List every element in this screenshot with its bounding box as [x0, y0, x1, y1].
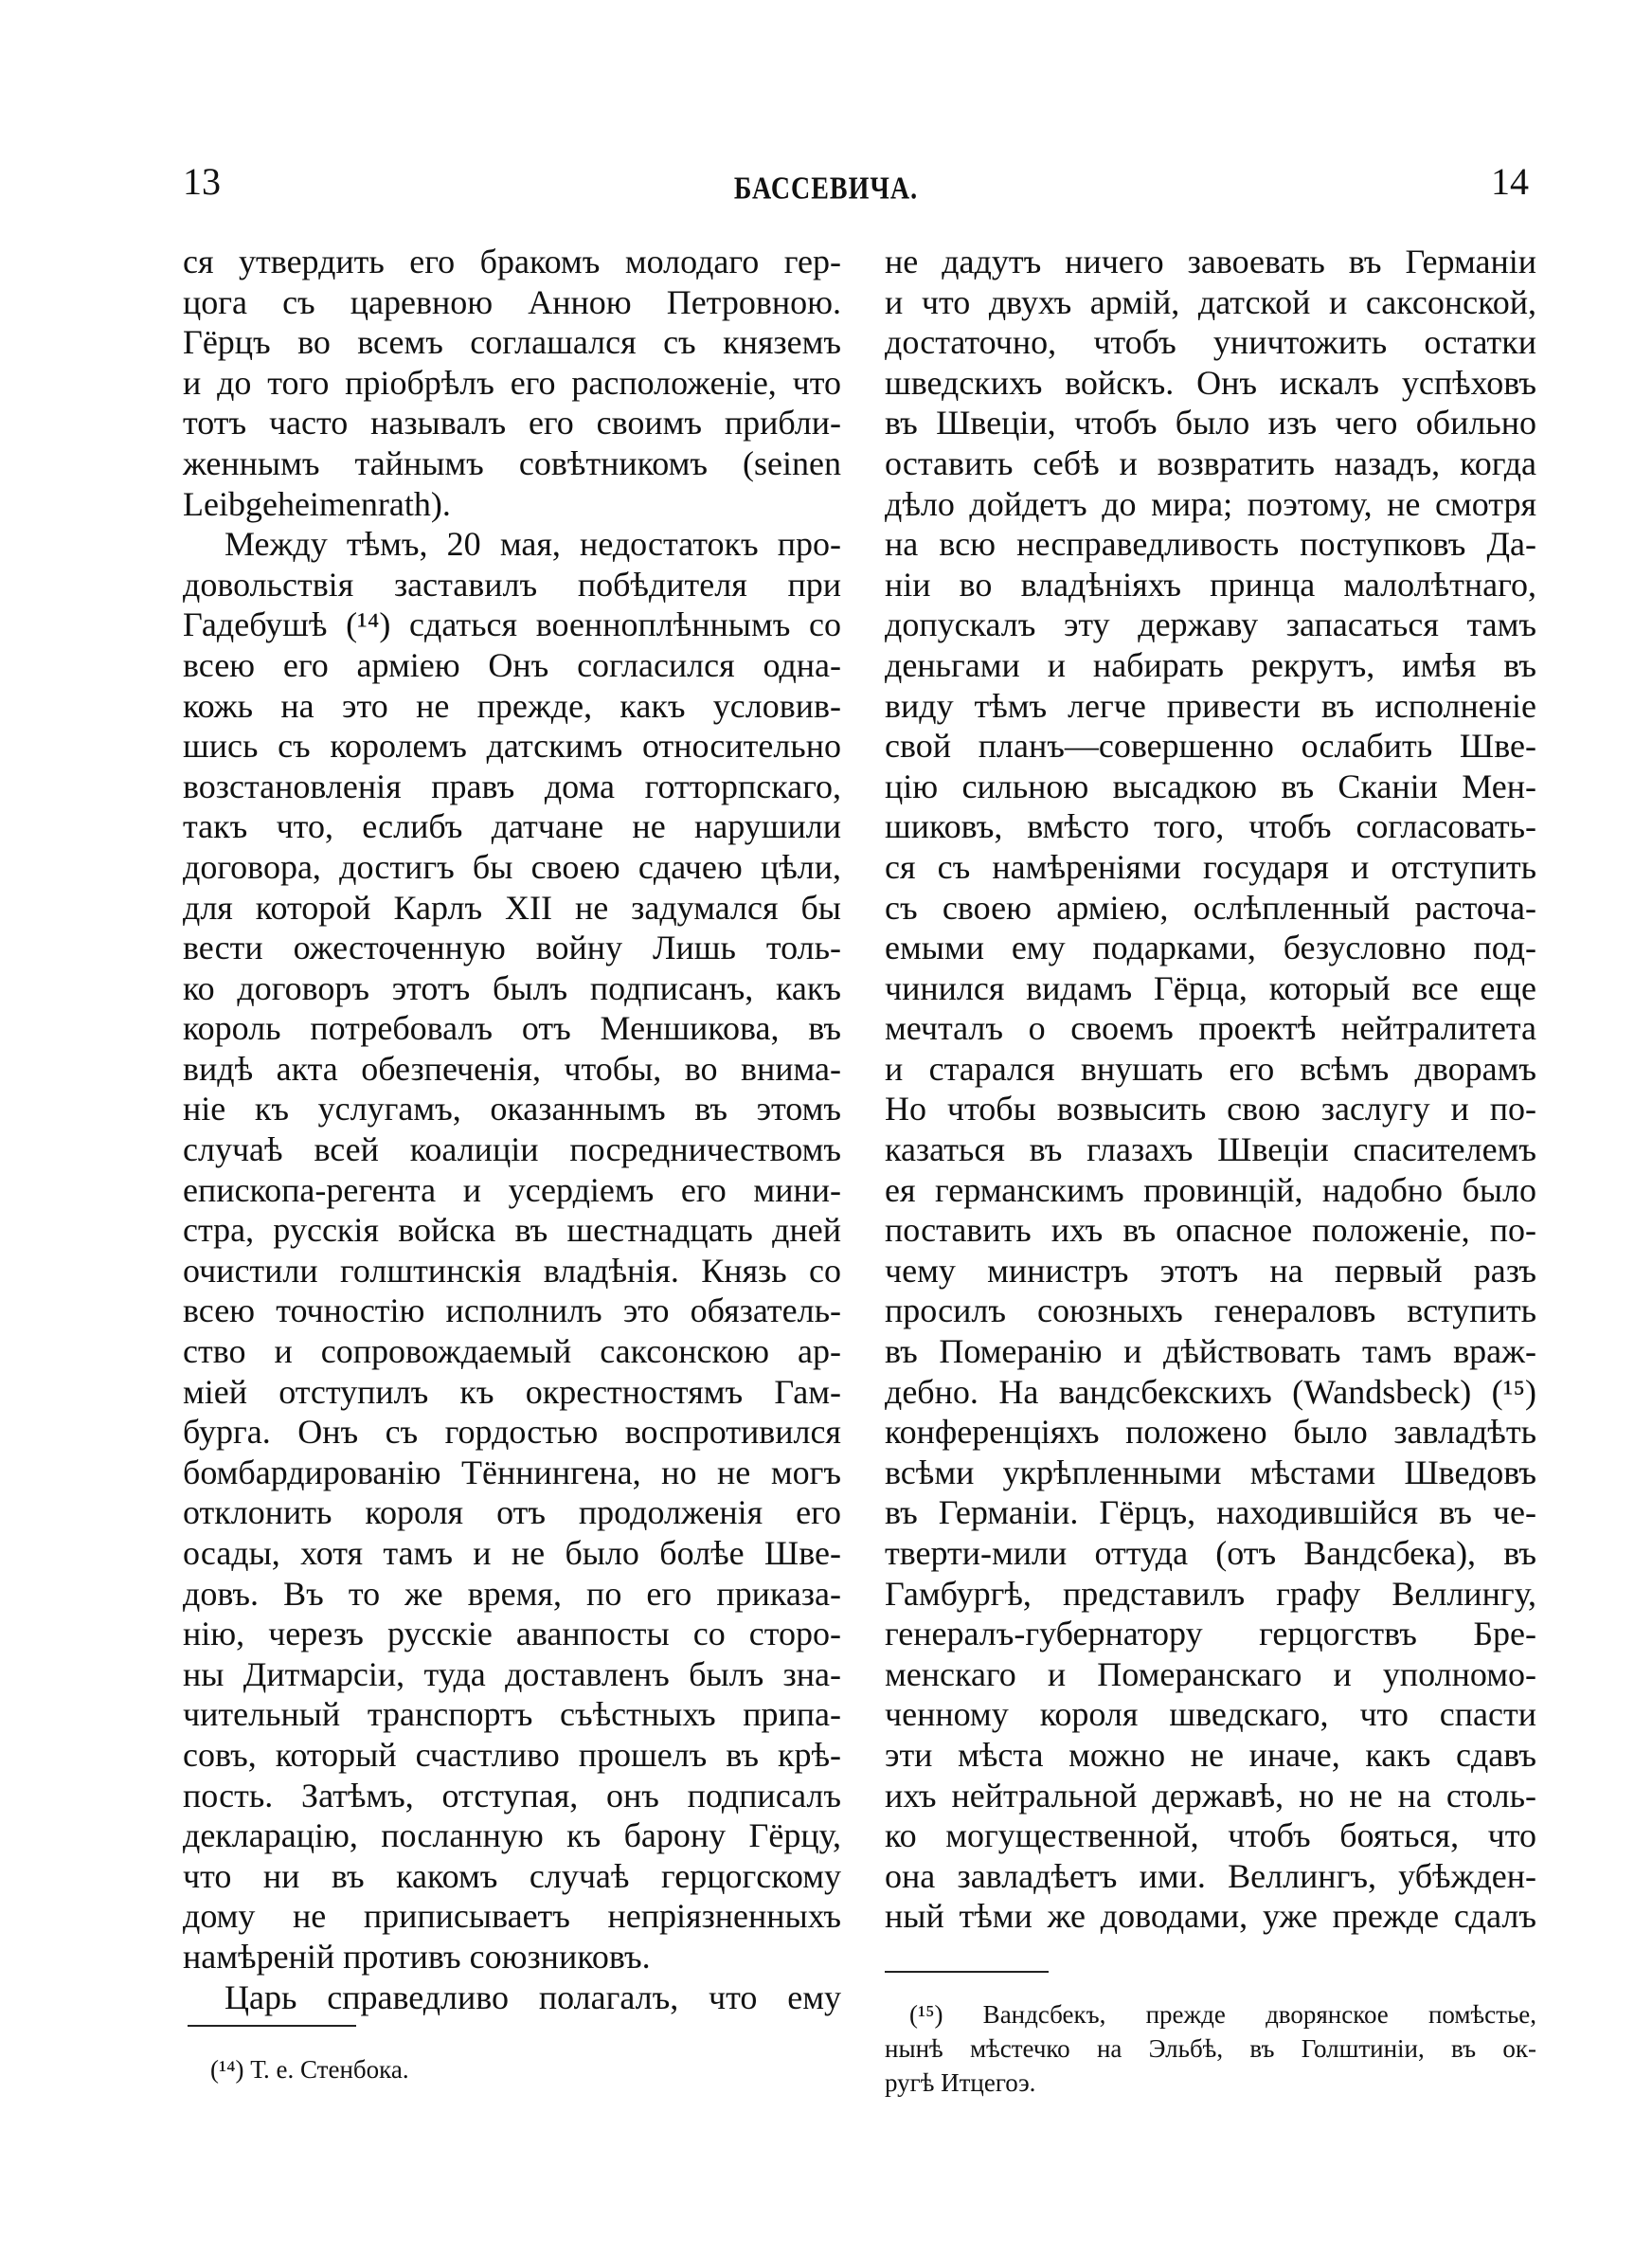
- text-line: міей отступилъ къ окрестностямъ Гам-: [183, 1372, 841, 1411]
- text-line: тверти-мили оттуда (отъ Вандсбека), въ: [885, 1534, 1536, 1572]
- text-line: цога съ царевною Анною Петровною.: [183, 282, 841, 321]
- text-line: тотъ часто называлъ его своимъ прибли-: [183, 404, 841, 442]
- text-line: и старался внушать его всѣмъ дворамъ: [885, 1049, 1536, 1088]
- text-line: бомбардированію Тённингена, но не могъ: [183, 1453, 841, 1491]
- text-line: деньгами и набирать рекрутъ, имѣя въ: [885, 645, 1536, 684]
- text-line: епископа-регента и усердіемъ его мини-: [183, 1170, 841, 1209]
- page-number-left: 13: [183, 160, 221, 203]
- text-line: Гёрцъ во всемъ соглашался съ княземъ: [183, 323, 841, 362]
- text-line: такъ что, еслибъ датчане не нарушили: [183, 807, 841, 846]
- text-line: цію сильною высадкою въ Сканіи Мен-: [885, 767, 1536, 805]
- text-line: шведскихъ войскъ. Онъ искалъ успѣховъ: [885, 363, 1536, 402]
- text-line: кожь на это не прежде, какъ условив-: [183, 686, 841, 725]
- text-line: менскаго и Померанскаго и уполномо-: [885, 1654, 1536, 1693]
- text-line: достаточно, чтобъ уничтожить остатки: [885, 323, 1536, 362]
- text-line: отклонить короля отъ продолженія его: [183, 1493, 841, 1532]
- text-line: виду тѣмъ легче привести въ исполненіе: [885, 686, 1536, 725]
- text-line: дѣло дойдетъ до мира; поэтому, не смотря: [885, 484, 1536, 523]
- text-line: ко договоръ этотъ былъ подписанъ, какъ: [183, 968, 841, 1007]
- text-line: ны Дитмарсіи, туда доставленъ былъ зна-: [183, 1654, 841, 1693]
- text-line: что ни въ какомъ случаѣ герцогскому: [183, 1856, 841, 1895]
- text-line: ство и сопровождаемый саксонскою ар-: [183, 1332, 841, 1371]
- text-line: ченному короля шведскаго, что спасти: [885, 1695, 1536, 1734]
- text-line: въ Германіи. Гёрцъ, находившійся въ че-: [885, 1493, 1536, 1532]
- text-line: намѣреній противъ союзниковъ.: [183, 1937, 651, 1976]
- text-line: ко могущественной, чтобъ бояться, что: [885, 1816, 1536, 1855]
- text-line: бурга. Онъ съ гордостью воспротивился: [183, 1413, 841, 1452]
- text-line: шиковъ, вмѣсто того, чтобъ согласовать-: [885, 807, 1536, 846]
- text-line: чительный транспортъ съѣстныхъ припа-: [183, 1695, 841, 1734]
- text-line: стра, русскія войска въ шестнадцать дней: [183, 1211, 841, 1250]
- footnote-line: нынѣ мѣстечко на Эльбѣ, въ Голштиніи, въ ок-: [885, 2034, 1536, 2063]
- text-line: совъ, который счастливо прошелъ въ крѣ-: [183, 1735, 841, 1774]
- text-line: очистили голштинскія владѣнія. Князь со: [183, 1251, 841, 1290]
- text-line: она завладѣетъ ими. Веллингъ, убѣжден-: [885, 1856, 1536, 1895]
- text-line: Но чтобы возвысить свою заслугу и по-: [885, 1090, 1536, 1128]
- text-line: оставить себѣ и возвратить назадъ, когда: [885, 443, 1536, 482]
- right-column: [885, 242, 1536, 1937]
- text-line: и до того пріобрѣлъ его расположеніе, что: [183, 363, 841, 402]
- text-line: нію, черезъ русскіе аванпосты со сторо-: [183, 1615, 841, 1653]
- footnote-separator-left: [188, 2025, 356, 2027]
- text-line: просилъ союзныхъ генераловъ вступить: [885, 1291, 1536, 1330]
- text-line: свой планъ—совершенно ослабить Шве-: [885, 727, 1536, 766]
- text-line: на всю несправедливость поступковъ Да-: [885, 525, 1536, 564]
- text-line: для которой Карлъ XII не задумался бы: [183, 888, 841, 927]
- text-line: осады, хотя тамъ и не было болѣе Шве-: [183, 1534, 841, 1572]
- text-line: Гамбургѣ, представилъ графу Веллингу,: [885, 1574, 1536, 1613]
- page-number-right: 14: [1491, 160, 1529, 203]
- text-line: договора, достигъ бы своею сдачею цѣли,: [183, 847, 841, 886]
- running-header-title: БАССЕВИЧА.: [733, 171, 919, 207]
- footnote-15: [885, 1997, 1536, 2100]
- text-line: видѣ акта обезпеченія, чтобы, во внима-: [183, 1049, 841, 1088]
- text-line: въ Померанію и дѣйствовать тамъ враж-: [885, 1332, 1536, 1371]
- text-line-with-footnote-ref: дебно. На вандсбекскихъ (Wandsbeck) (¹⁵): [885, 1372, 1536, 1411]
- text-line: не дадутъ ничего завоевать въ Германіи: [885, 243, 1536, 280]
- text-line: въ Швеціи, чтобъ было изъ чего обильно: [885, 404, 1536, 442]
- text-line: казаться въ глазахъ Швеціи спасителемъ: [885, 1130, 1536, 1169]
- text-line: ніе къ услугамъ, оказаннымъ въ этомъ: [183, 1090, 841, 1128]
- text-line: случаѣ всей коалиціи посредничествомъ: [183, 1130, 841, 1169]
- text-line: чему министръ этотъ на первый разъ: [885, 1251, 1536, 1290]
- text-line: Leibgeheimenrath).: [183, 484, 451, 523]
- text-line: всѣми укрѣпленными мѣстами Шведовъ: [885, 1453, 1536, 1491]
- footnote-14: (¹⁴) Т. е. Стенбока.: [210, 2055, 409, 2084]
- text-line: всею его арміею Онъ согласился одна-: [183, 645, 841, 684]
- paragraph-start-line: Царь справедливо полагалъ, что ему: [224, 1977, 841, 2016]
- footnote-line: (¹⁵) Вандсбекъ, прежде дворянское помѣстье,: [909, 2000, 1536, 2029]
- text-line: довъ. Въ то же время, по его приказа-: [183, 1574, 841, 1613]
- text-line: ся утвердить его бракомъ молодаго гер-: [183, 243, 841, 280]
- text-line: емыми ему подарками, безусловно под-: [885, 929, 1536, 967]
- text-line: ся съ намѣреніями государя и отступить: [885, 847, 1536, 886]
- text-line: съ своею арміею, ослѣпленный расточа-: [885, 888, 1536, 927]
- text-line: довольствія заставилъ побѣдителя при: [183, 565, 841, 604]
- text-line: и что двухъ армій, датской и саксонской,: [885, 282, 1536, 321]
- footnote-line: ругѣ Итцегоэ.: [885, 2068, 1036, 2097]
- text-line: король потребовалъ отъ Меншикова, въ: [183, 1009, 841, 1048]
- text-line: допускалъ эту державу запасаться тамъ: [885, 605, 1536, 644]
- text-line: шись съ королемъ датскимъ относительно: [183, 727, 841, 766]
- text-line: ный тѣми же доводами, уже прежде сдалъ: [885, 1897, 1536, 1936]
- text-line: всею точностію исполнилъ это обязатель-: [183, 1291, 841, 1330]
- paragraph-start-line: Между тѣмъ, 20 мая, недостатокъ про-: [224, 525, 841, 564]
- text-line: поставить ихъ въ опасное положеніе, по-: [885, 1211, 1536, 1250]
- footnote-separator-right: [885, 1971, 1049, 1973]
- text-line: ніи во владѣніяхъ принца малолѣтнаго,: [885, 565, 1536, 604]
- text-line: возстановленія правъ дома готторпскаго,: [183, 767, 841, 805]
- text-line: дому не приписываетъ непріязненныхъ: [183, 1897, 841, 1936]
- text-line: ихъ нейтральной державѣ, но не на столь-: [885, 1776, 1536, 1815]
- text-line: ея германскимъ провинцій, надобно было: [885, 1170, 1536, 1209]
- text-line: пость. Затѣмъ, отступая, онъ подписалъ: [183, 1776, 841, 1815]
- text-line: чинился видамъ Гёрца, который все еще: [885, 968, 1536, 1007]
- text-line: генералъ-губернатору герцогствъ Бре-: [885, 1615, 1536, 1653]
- text-line: вести ожесточенную войну Лишь толь-: [183, 929, 841, 967]
- text-line: мечталъ о своемъ проектѣ нейтралитета: [885, 1009, 1536, 1048]
- text-line-with-footnote-ref: Гадебушѣ (¹⁴) сдаться военноплѣннымъ со: [183, 605, 841, 644]
- left-column: [183, 242, 841, 2017]
- text-line: женнымъ тайнымъ совѣтникомъ (seinen: [183, 443, 841, 482]
- text-line: конференціяхъ положено было завладѣть: [885, 1413, 1536, 1452]
- text-line: декларацію, посланную къ барону Гёрцу,: [183, 1816, 841, 1855]
- text-line: эти мѣста можно не иначе, какъ сдавъ: [885, 1735, 1536, 1774]
